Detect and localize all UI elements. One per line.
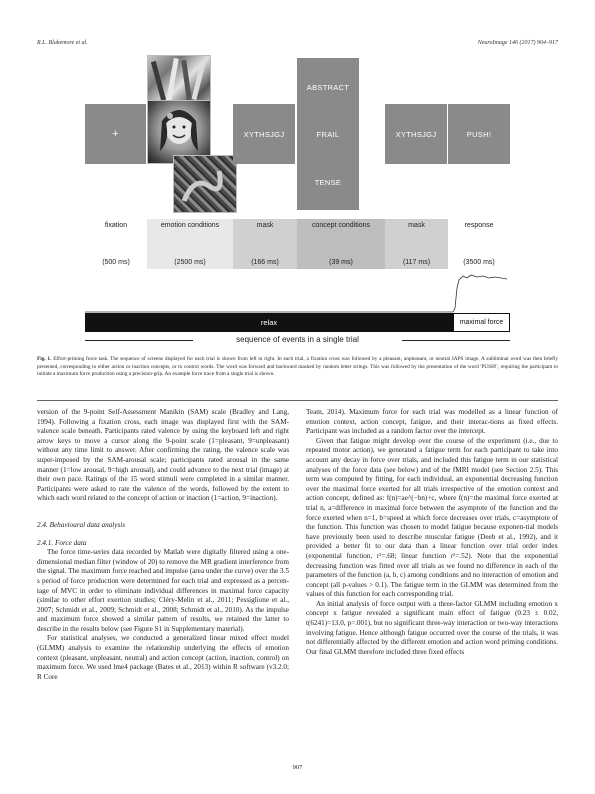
phase-name: response: [464, 222, 494, 229]
phase-fixation: [85, 219, 147, 269]
phase-name: mask: [408, 222, 425, 229]
phase-mask-1: [233, 219, 297, 269]
running-header-right: NeuroImage 146 (2017) 904–917: [477, 40, 558, 46]
phase-mask-2: [385, 219, 448, 269]
phase-duration: (39 ms): [329, 259, 353, 266]
concept-screen-top: ABSTRACT: [297, 58, 359, 116]
phase-name: fixation: [104, 222, 128, 229]
mask-screen-1: XYTHSJGJ: [233, 104, 295, 164]
relax-bar: relax: [85, 313, 453, 332]
mask-screen-2: XYTHSJGJ: [385, 104, 447, 164]
figure-1: [0, 0, 595, 345]
paragraph: Given that fatigue might develop over the course of the experiment (i.e., due to repeated motor action), we generated a fatigue term for each participant to take into account any decay in force over trials, and included this fatigue term in our statistical analyses of the force data (see below) and of the fMRI model (see Section 2.5). This term was computed by fitting, for each individual, an exponential decreasing function over the maximal force exerted for all trials irrespective of the emotion context and action concept, defined as: f(n)=ae^(−bn)+c, where f(n)=the maximal force exerted at trial n, a=difference in maximal force between the asymptote of the function and the force exerted when n=1, b=speed at which force decreases over trials, c=asymptote of the function. This function was chosen to model fatigue because exponen-tial models have previously been used to describe muscular fatigue (Deeb et al., 1992), and it provided a better fit to our data than a linear function over trial order index (exponential function, r²=.68; linear function r²=.52). Note that the exponential decreasing function was fitted over all trials as we found no difference in each of the parameters of the function (a, b, c) among conditions and no interaction of emotion and concept (all p-values > 0.1). The fatigue term in the GLMM was determined from the values of this function for each corresponding trial.: [306, 436, 558, 599]
phase-concept: [297, 219, 385, 269]
paragraph: An initial analysis of force output with a three-factor GLMM including emotion x concept x fatigue revealed a significant main effect of fatigue (0.23 ± 0.02, t(6241)=13.0, p=.001), but no significant three-way interaction or two-way interactions involving fatigue. Hence although fatigue occurred over the course of the trials, it was not differentially affected by the different emotion and action word priming conditions. Our final GLMM therefore included three fixed effects: [306, 599, 558, 656]
snake-icon: [174, 156, 236, 212]
phase-name: concept conditions: [312, 222, 370, 229]
section-heading: 2.4. Behavioural data analysis: [37, 520, 126, 529]
paragraph: version of the 9-point Self-Assessment Manikin (SAM) scale (Bradley and Lang, 1994). Following a fixation cross, each image was displayed first with the SAM-valence scale beneath. Participants rated valence by using the keyboard left and right arrow keys to move a cursor along the 9-point scale (1=pleasant, 9=unpleasant) without any time limit to answer. After confirming the rating, the valence scale was super-imposed by the SAM-arousal scale; participants rated arousal in the same manner (1=low arousal, 9=high arousal), and could advance to the next trial (image) at their own pace. Ratings of the 15 word stimuli were completed in a similar manner. Participants were asked to rate the valence of the words, followed by the extent to which each word related to the concept of action or inaction (1=action, 9=inaction).: [37, 408, 289, 503]
caption-rule: [37, 400, 558, 401]
concept-screen-mid: FRAIL: [297, 104, 359, 164]
paragraph: Team, 2014). Maximum force for each trial was modelled as a linear function of emotion context, action concept, fatigue, and their interac-tions as fixed effects. Participant was included as a random factor over the intercept.: [306, 408, 558, 436]
concept-screen-bottom: TENSE: [297, 154, 359, 210]
phase-duration: (2500 ms): [174, 259, 206, 266]
right-column: [306, 408, 558, 657]
image-snake: [173, 155, 237, 213]
force-trace: [85, 268, 510, 314]
sequence-line-right: [402, 340, 510, 341]
phase-name: mask: [256, 222, 274, 229]
phase-duration: (166 ms): [251, 259, 279, 266]
page-number: 907: [292, 764, 303, 771]
response-screen: PUSH!: [448, 104, 510, 164]
phase-duration: (500 ms): [102, 259, 130, 266]
figure-caption: [37, 356, 558, 379]
caption-text: Effort-priming force task. The sequence of screens displayed for each trial is shown from left to right. In each trial, a fixation cross was followed by a pleasant, unpleasant, or neutral IAPS image. A subliminal word was then briefly presented, corresponding to either action or inaction concepts, or to control words. The word was forward and backward masked by random letter strings. This was followed by the presentation of the word 'PUSH!', requiring the participant to initiate a maximum force production using a precision-grip. An example force trace from a single trial is shown.: [37, 356, 559, 378]
left-column: [37, 408, 289, 682]
paragraph: For statistical analyses, we conducted a generalized linear mixed effect model (GLMM) analysis to examine the relationship underlying the effects of emotion context (pleasant, unpleasant, neutral) and action concept (action, inaction, control) on maximum force. We used lme4 package (Bates et al., 2013) within R software (v3.2.0; R Core: [37, 634, 289, 681]
paragraph: The force time-series data recorded by Matlab were digitally filtered using a one-dimensional median filter (window of 20) to remove the MR gradient interference from the signal. The maximum force reached and impulse (area under the curve) over the 3.5 s period of force production were determined for each trial and expressed as a percen-tage of MVC in order to eliminate individual differences in maximal force capacity (similar to other effort exertion studies; Cléry-Melin et al., 2011; Pessiglione et al., 2007; Schmidt et al., 2009; Schmidt et al., 2008; Schmidt et al., 2010). As the impulse and maximum force showed a similar pattern of results, we retained the latter to describe in the results below (see Figure S1 in Supplementary material).: [37, 548, 289, 633]
phase-duration: (117 ms): [402, 259, 431, 266]
running-header-left: R.L. Blakemore et al.: [37, 40, 88, 46]
phase-emotion: [147, 219, 233, 269]
caption-label: Fig. 1.: [37, 356, 52, 362]
fixation-screen: +: [85, 104, 146, 164]
phase-response: [448, 219, 510, 269]
subsection-heading: 2.4.1. Force data: [37, 538, 87, 547]
phase-name: emotion conditions: [160, 222, 220, 229]
sequence-label: sequence of events in a single trial: [236, 335, 359, 344]
clothespins-icon: [148, 56, 210, 106]
maximal-force-bar: maximal force: [453, 313, 510, 332]
phase-duration: (3500 ms): [463, 259, 495, 266]
face-icon: [148, 101, 210, 163]
